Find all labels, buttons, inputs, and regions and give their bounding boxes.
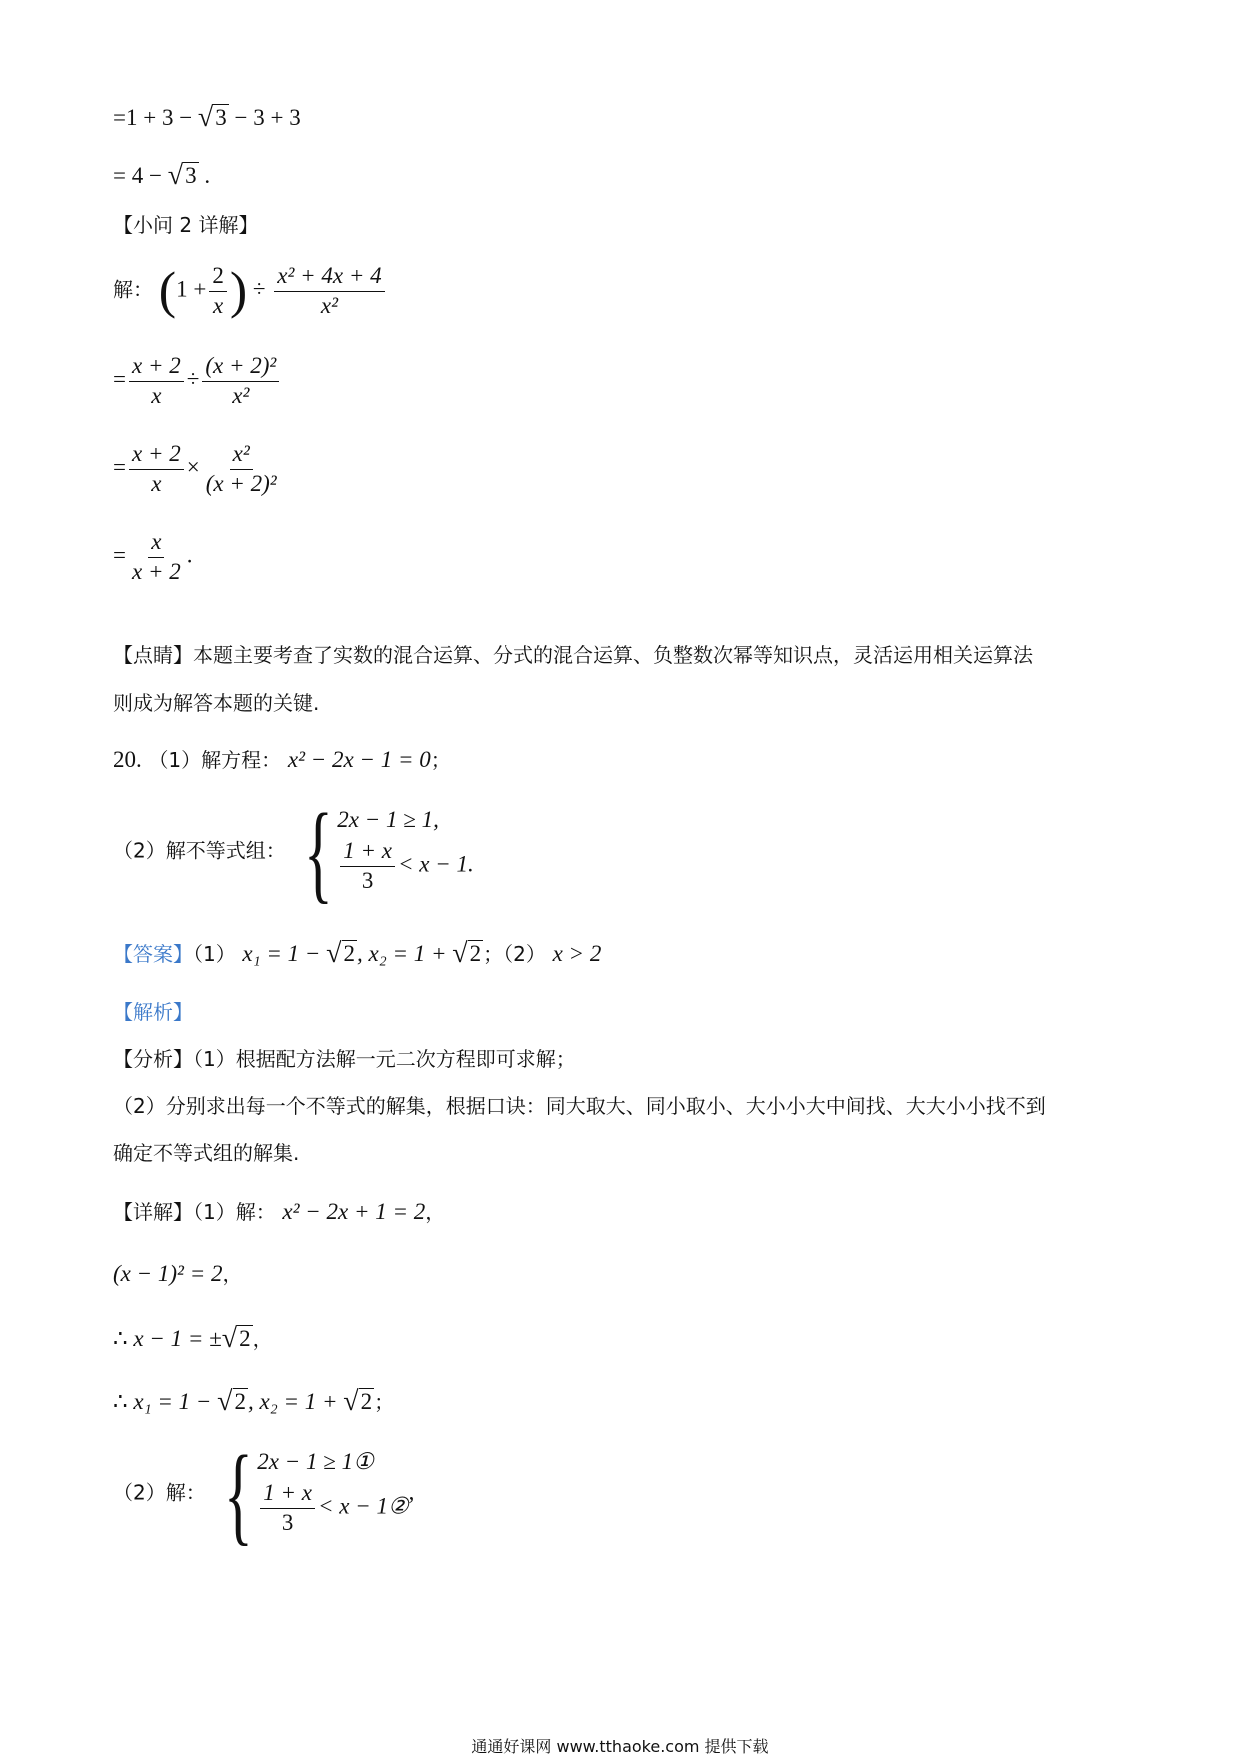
fraction — [260, 1479, 315, 1538]
period: . — [186, 542, 193, 568]
detail-x1: x₁ = 1 − — [133, 1389, 218, 1414]
equals-sign: = — [113, 542, 126, 568]
sqrt-3-content: 3 — [185, 163, 197, 188]
answer-tag: 【答案】 — [113, 942, 193, 966]
equals-sign: = — [113, 366, 126, 392]
inequality-system — [292, 791, 474, 913]
answer-x2: , x₂ = 1 + — [357, 941, 453, 966]
one-plus: 1 + — [176, 276, 207, 302]
comma: ， — [425, 1200, 446, 1224]
equals-sign: = — [113, 454, 126, 480]
calc-line-1 — [113, 104, 301, 131]
numerator: x — [148, 528, 164, 558]
analysis-sub-tag: 【分析】 — [113, 1047, 193, 1071]
numerator: 1 + x — [340, 837, 395, 867]
comment-line-2: 则成为解答本题的关键. — [113, 691, 320, 715]
sqrt-2-content: 2 — [239, 1326, 251, 1351]
sqrt-2: √ 2 — [221, 1323, 251, 1354]
calc-line-2-tail: . — [198, 163, 211, 188]
calc-line-1-tail: − 3 + 3 — [228, 105, 301, 130]
denominator: x² — [232, 382, 250, 408]
sqrt-2: √ 2 — [343, 1386, 373, 1417]
right-paren: ) — [229, 262, 248, 320]
comma: ， — [252, 1327, 273, 1351]
sqrt-3: √ 3 — [197, 102, 227, 133]
detail-part-2-label: （2）解： — [113, 1480, 206, 1505]
sqrt-3-content: 3 — [215, 105, 227, 130]
fraction — [129, 440, 184, 499]
sqrt-3: √ 3 — [167, 160, 197, 191]
fraction — [203, 440, 280, 499]
sqrt-2: √ 2 — [217, 1386, 247, 1417]
times-sign: × — [186, 454, 200, 480]
detail-inequality-2-rhs: < x − 1② — [317, 1493, 409, 1519]
analysis-line-3: 确定不等式组的解集. — [113, 1141, 300, 1165]
denominator: x — [151, 382, 162, 408]
divide-sign: ÷ — [252, 276, 266, 302]
fraction-quadratic — [274, 262, 384, 321]
detail-eq-1: x² − 2x + 1 = 2 — [282, 1199, 426, 1224]
fraction-2-over-x — [209, 262, 227, 321]
sqrt-2-content: 2 — [234, 1389, 247, 1414]
fraction — [129, 352, 184, 411]
numerator: 2 — [209, 262, 227, 292]
denominator: x + 2 — [131, 558, 181, 584]
comment-line-1 — [113, 645, 1033, 665]
sqrt-2: √ 2 — [326, 938, 356, 969]
denominator: 3 — [361, 868, 374, 893]
sub2-result — [113, 528, 192, 587]
inequality-1: 2x − 1 ≥ 1, — [337, 807, 439, 833]
detail-inequality-system — [212, 1433, 409, 1555]
detail-eq-2: (x − 1)² = 2 — [113, 1261, 223, 1286]
answer-part-2: x > 2 — [552, 941, 602, 966]
numerator: x² — [230, 440, 253, 470]
detail-part-2 — [113, 1433, 415, 1555]
answer-line — [113, 940, 601, 967]
part-2-label: （2）解不等式组： — [113, 838, 286, 863]
analysis-line-1 — [113, 1049, 576, 1069]
denominator: x — [212, 292, 224, 318]
left-paren: ( — [158, 262, 177, 320]
part-1-label: （1）解方程： — [148, 748, 282, 772]
analysis-line-2: （2）分别求出每一个不等式的解集，根据口诀：同大取大、同小取小、大小小大中间找、大大小小找不到 — [113, 1094, 1046, 1118]
numerator: x + 2 — [129, 352, 184, 382]
detail-inequality-1: 2x − 1 ≥ 1① — [257, 1449, 374, 1475]
therefore-symbol: ∴ — [113, 1389, 128, 1414]
part-1-equation: x² − 2x − 1 = 0 — [287, 747, 431, 772]
detail-part-1-label: （1）解： — [193, 1200, 276, 1224]
denominator: 3 — [281, 1510, 294, 1535]
sqrt-2: √ 2 — [452, 938, 482, 969]
numerator: (x + 2)² — [202, 352, 279, 382]
detail-inequality-2 — [257, 1479, 408, 1538]
semicolon: ； — [374, 1390, 395, 1414]
answer-separator: ；（2） — [483, 942, 546, 966]
question-number: 20. — [113, 747, 142, 772]
detail-line-4 — [113, 1388, 394, 1415]
inequality-2 — [337, 837, 473, 896]
sqrt-2-content: 2 — [343, 941, 356, 966]
answer-x1: x₁ = 1 − — [242, 941, 327, 966]
sqrt-2-content: 2 — [360, 1389, 373, 1414]
divide-sign: ÷ — [186, 366, 200, 392]
analysis-text-1: （1）根据配方法解一元二次方程即可求解； — [193, 1047, 576, 1071]
fraction — [129, 528, 184, 587]
comma: , — [408, 1479, 415, 1505]
brace-icon: { — [224, 1433, 254, 1555]
denominator: x — [151, 470, 162, 496]
detail-line-3 — [113, 1325, 273, 1352]
comma: ， — [222, 1262, 243, 1286]
analysis-tag: 【解析】 — [113, 1000, 193, 1024]
solution-label: 解： — [113, 277, 153, 302]
numerator: x² + 4x + 4 — [274, 262, 384, 292]
detail-eq-3: x − 1 = ± — [133, 1326, 222, 1351]
fraction — [202, 352, 279, 411]
sqrt-2-content: 2 — [469, 941, 482, 966]
inequality-2-rhs: < x − 1. — [397, 851, 474, 877]
fraction — [340, 837, 395, 896]
denominator: (x + 2)² — [205, 470, 277, 496]
calc-line-1-head: =1 + 3 − — [113, 105, 198, 130]
comment-text-1: 本题主要考查了实数的混合运算、分式的混合运算、负整数次幂等知识点，灵活运用相关运算法 — [193, 643, 1033, 667]
answer-part-1-label: （1） — [193, 942, 236, 966]
question-20-part-2 — [113, 791, 474, 913]
detail-line-2 — [113, 1262, 242, 1285]
sub2-step-2 — [113, 440, 283, 499]
denominator: x² — [320, 292, 338, 318]
therefore-symbol: ∴ — [113, 1326, 128, 1351]
detail-x2: , x₂ = 1 + — [248, 1389, 344, 1414]
calc-line-2 — [113, 162, 210, 189]
sub-question-2-heading: 【小问 2 详解】 — [113, 213, 259, 237]
sub2-step-1 — [113, 352, 282, 411]
sub2-expression — [113, 262, 388, 321]
numerator: x + 2 — [129, 440, 184, 470]
comment-tag: 【点睛】 — [113, 643, 193, 667]
detail-tag: 【详解】 — [113, 1200, 193, 1224]
page-footer: 通通好课网 www.tthaoke.com 提供下载 — [471, 1737, 769, 1756]
brace-icon: { — [304, 791, 334, 913]
detail-line-1 — [113, 1200, 445, 1223]
calc-line-2-head: = 4 − — [113, 163, 168, 188]
question-20-part-1 — [113, 748, 451, 771]
semicolon: ； — [430, 748, 451, 772]
numerator: 1 + x — [260, 1479, 315, 1509]
